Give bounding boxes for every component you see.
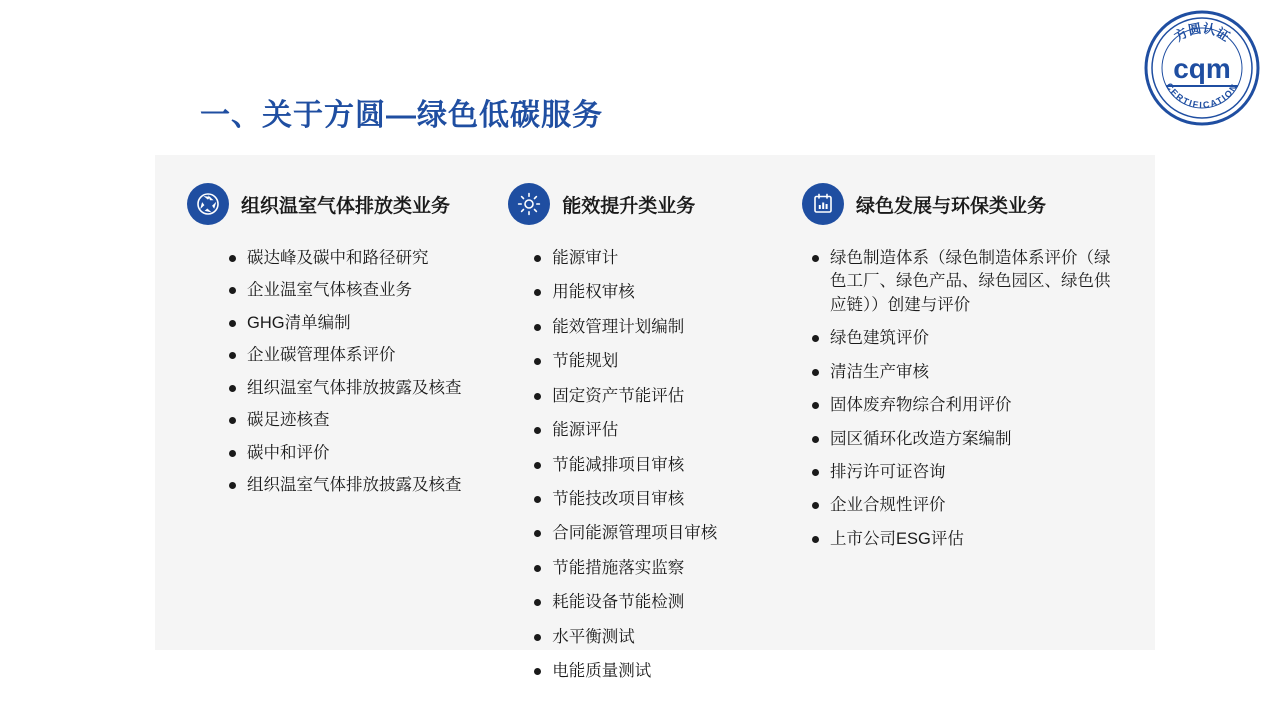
service-column-energy xyxy=(508,183,802,681)
list-item: 节能减排项目审核 xyxy=(534,454,794,477)
cqm-logo-icon xyxy=(1142,8,1262,128)
service-list xyxy=(508,247,794,683)
service-column-green xyxy=(802,183,1135,650)
list-item: 电能质量测试 xyxy=(534,660,794,683)
list-item: 碳达峰及碳中和路径研究 xyxy=(229,247,500,270)
aperture-icon xyxy=(187,183,229,225)
sun-icon xyxy=(508,183,550,225)
list-item: 绿色建筑评价 xyxy=(812,327,1127,350)
service-columns xyxy=(155,155,1155,681)
cqm-logo xyxy=(1142,8,1262,128)
service-column-ghg xyxy=(175,183,508,650)
list-item: 能源审计 xyxy=(534,247,794,270)
list-item: GHG清单编制 xyxy=(229,312,500,335)
column-title: 能效提升类业务 xyxy=(562,195,696,217)
list-item: 组织温室气体排放披露及核查 xyxy=(229,474,500,497)
svg-text:方圆认证: 方圆认证 xyxy=(1171,20,1233,45)
list-item: 耗能设备节能检测 xyxy=(534,591,794,614)
list-item: 节能规划 xyxy=(534,350,794,373)
list-item: 水平衡测试 xyxy=(534,626,794,649)
list-item: 清洁生产审核 xyxy=(812,361,1127,384)
svg-text:CERTIFICATION: CERTIFICATION xyxy=(1164,81,1240,111)
list-item: 节能措施落实监察 xyxy=(534,557,794,580)
list-item: 合同能源管理项目审核 xyxy=(534,522,794,545)
service-list xyxy=(802,247,1127,551)
svg-text:cqm: cqm xyxy=(1173,53,1231,84)
list-item: 排污许可证咨询 xyxy=(812,461,1127,484)
list-item: 能源评估 xyxy=(534,419,794,442)
column-header xyxy=(802,183,1127,225)
list-item: 能效管理计划编制 xyxy=(534,316,794,339)
list-item: 园区循环化改造方案编制 xyxy=(812,428,1127,451)
list-item: 企业温室气体核查业务 xyxy=(229,279,500,302)
column-title: 组织温室气体排放类业务 xyxy=(241,195,451,217)
list-item: 节能技改项目审核 xyxy=(534,488,794,511)
list-item: 固定资产节能评估 xyxy=(534,385,794,408)
list-item: 企业合规性评价 xyxy=(812,494,1127,517)
list-item: 上市公司ESG评估 xyxy=(812,528,1127,551)
column-header xyxy=(508,183,794,225)
list-item: 绿色制造体系（绿色制造体系评价（绿色工厂、绿色产品、绿色园区、绿色供应链））创建与评价 xyxy=(812,247,1127,317)
list-item: 用能权审核 xyxy=(534,281,794,304)
content-panel xyxy=(155,155,1155,681)
list-item: 碳足迹核查 xyxy=(229,409,500,432)
list-item: 碳中和评价 xyxy=(229,442,500,465)
list-item: 固体废弃物综合利用评价 xyxy=(812,394,1127,417)
column-header xyxy=(187,183,500,225)
page-title: 一、关于方圆—绿色低碳服务 xyxy=(200,99,603,132)
list-item: 组织温室气体排放披露及核查 xyxy=(229,377,500,400)
list-item: 企业碳管理体系评价 xyxy=(229,344,500,367)
chart-board-icon xyxy=(802,183,844,225)
column-title: 绿色发展与环保类业务 xyxy=(856,195,1047,217)
service-list xyxy=(187,247,500,497)
